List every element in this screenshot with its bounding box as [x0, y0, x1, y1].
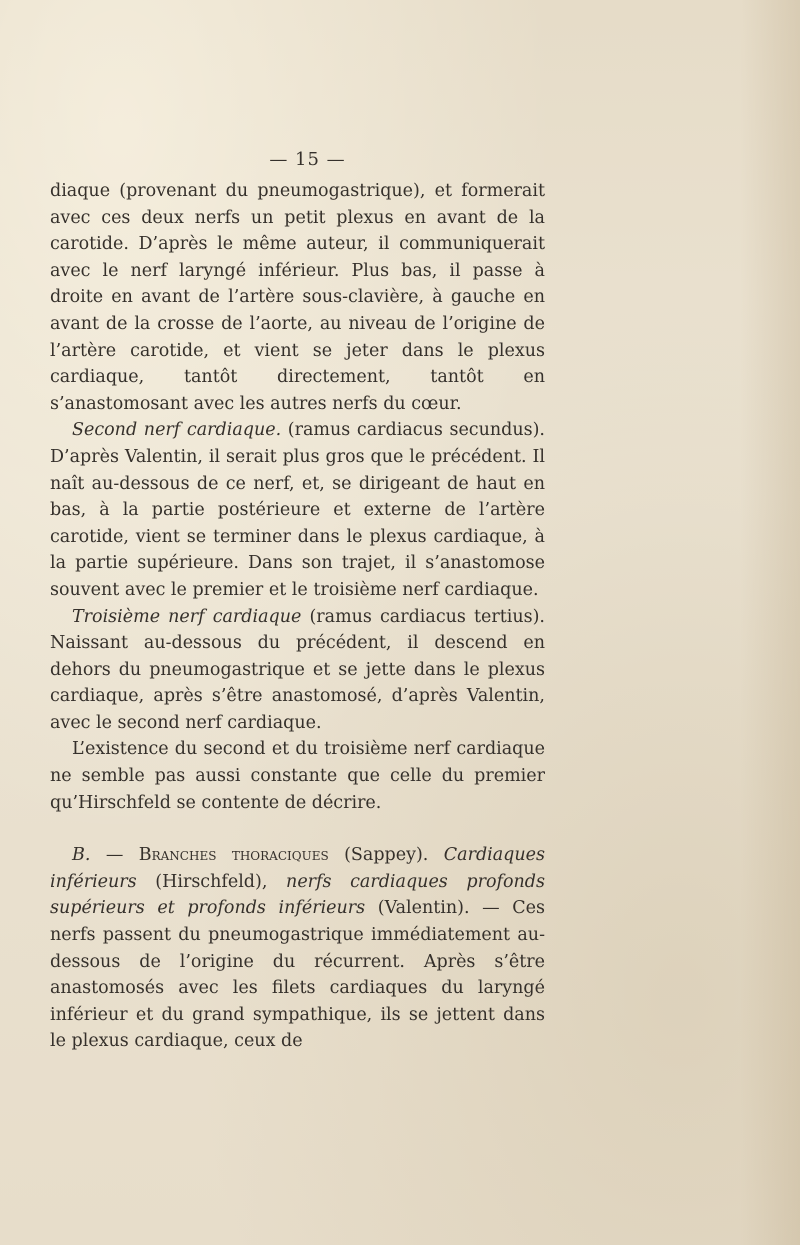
section-gap [50, 816, 545, 842]
section-text-a: (Sappey). [328, 845, 444, 866]
section-dash: — [90, 845, 139, 866]
second-nerve-text: (ramus cardiacus secundus). D’après Valentin, il serait plus gros que le précédent. Il naît au-dessous de ce nerf, et, se dirigeant de haut en bas, à la partie postérieure et externe de l’artère carotide, vient se terminer dans le plexus cardiaque, à la partie supérieure. Dans son trajet, il s’anastomose souvent avec le premier et le troisième nerf cardiaque. [50, 420, 545, 600]
section-italic-2: nerfs cardiaques profonds supérieurs et profonds inférieurs [50, 871, 545, 919]
section-label: B. [72, 845, 91, 866]
section-text-b: (Hirschfeld), [136, 871, 287, 892]
paragraph-second-nerve [50, 417, 545, 603]
book-page [50, 148, 545, 1055]
page-edge-shadow [740, 0, 800, 1245]
section-text-c: (Valentin). — Ces nerfs passent du pneumogastrique immédiatement au-dessous de l’origine du récurrent. Après s’être anastomosés avec les filets cardiaques du laryngé inférieur et du grand sympathique, ils se jettent dans le plexus cardiaque, ceux de [50, 898, 545, 1052]
paragraph-thoracic-branches [50, 842, 545, 1055]
second-nerve-heading: Second nerf cardiaque. [72, 420, 282, 441]
third-nerve-text: (ramus cardiacus tertius). Naissant au-dessous du précédent, il descend en dehors du pneumogastrique et se jette dans le plexus cardiaque, après s’être anastomosé, d’après Valentin, avec le second nerf cardiaque. [50, 606, 545, 733]
paragraph-continuation: diaque (provenant du pneumogastrique), et formerait avec ces deux nerfs un petit plexus en avant de la carotide. D’après le même auteur, il communiquerait avec le nerf laryngé inférieur. Plus bas, il passe à droite en avant de l’artère sous-clavière, à gauche en avant de la crosse de l’aorte, au niveau de l’origine de l’artère carotide, et vient se jeter dans le plexus cardiaque, tantôt directement, tantôt en s’anastomosant avec les autres nerfs du cœur. [50, 181, 545, 414]
paragraph-existence: L’existence du second et du troisième nerf cardiaque ne semble pas aussi constante que celle du premier qu’Hirschfeld se contente de décrire. [50, 739, 545, 813]
section-italic-1: Cardiaques inférieurs [50, 845, 545, 892]
paragraph-third-nerve [50, 604, 545, 737]
third-nerve-heading: Troisième nerf cardiaque [72, 606, 302, 627]
page-number: — 15 — [269, 149, 346, 170]
section-heading: Branches thoraciques [138, 845, 329, 866]
